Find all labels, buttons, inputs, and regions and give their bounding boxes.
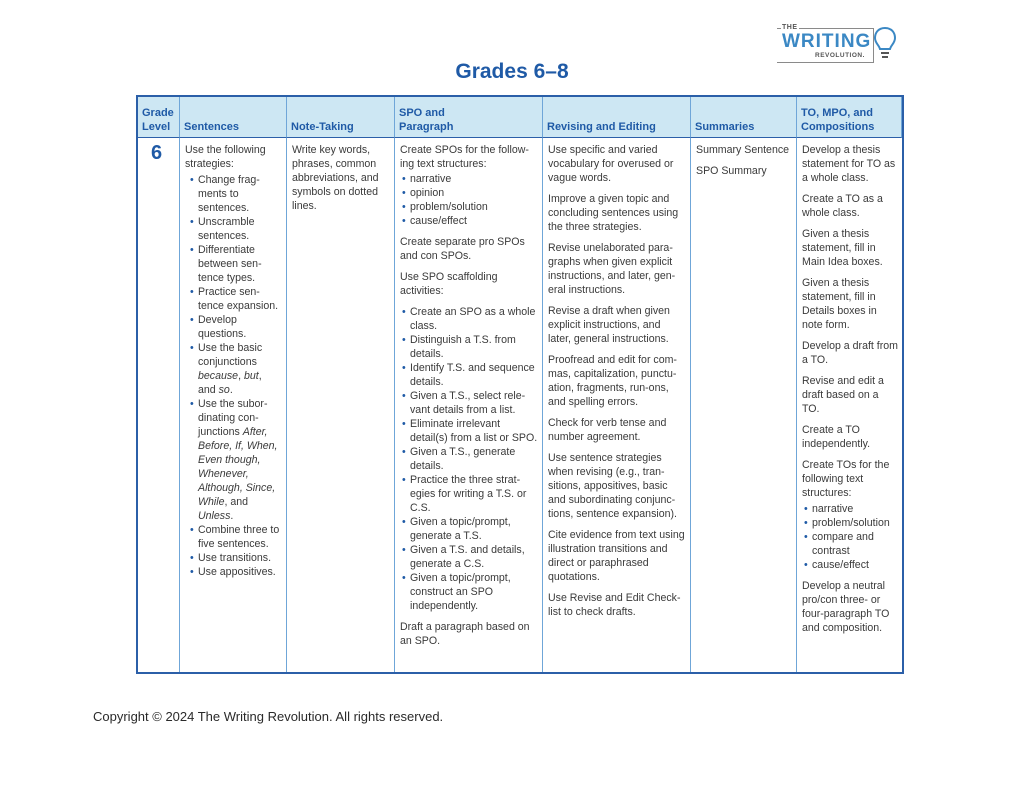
sub-end: . xyxy=(230,510,234,522)
conj-so: so xyxy=(218,384,230,396)
logo-revolution: REVOLUTION. xyxy=(815,52,865,59)
lightbulb-icon xyxy=(873,24,897,62)
revising-item: Use specific and varied vocabulary for overused or vague words. xyxy=(548,144,674,184)
list-item: • compare and contrast xyxy=(802,530,898,558)
list-item: • problem/solution xyxy=(400,200,538,214)
header-grade-line2: Level xyxy=(142,121,171,133)
header-summaries: Summaries xyxy=(691,97,797,138)
list-item: • opinion xyxy=(400,186,538,200)
spo-summary: SPO Summary xyxy=(696,165,767,177)
sub-list: After, Before, If, When, Even though, Whenever, Although, Since, While xyxy=(198,426,278,508)
sub-and: , and xyxy=(224,496,249,508)
spo-intro: Create SPOs for the follow-ing text structures: xyxy=(400,144,529,170)
grade-level-value: 6 xyxy=(138,138,180,672)
list-item: • Identify T.S. and sequence details. xyxy=(400,361,538,389)
header-spo-line2: Paragraph xyxy=(399,121,454,133)
list-item: • Create an SPO as a whole class. xyxy=(400,305,538,333)
list-item: • Combine three to five sentences. xyxy=(188,523,282,551)
logo-writing: WRITING xyxy=(782,31,872,52)
to-item: Develop a draft from a TO. xyxy=(802,340,898,366)
to-item: Given a thesis statement, fill in Main Idea boxes. xyxy=(802,228,883,268)
list-item: • Given a T.S. and details, generate a C.S. xyxy=(400,543,538,571)
note-taking-cell xyxy=(287,138,395,672)
sentences-intro: Use the following strategies: xyxy=(185,144,266,170)
summaries-cell xyxy=(691,138,797,672)
list-item: • problem/solution xyxy=(802,516,898,530)
revising-item: Use sentence strategies when revising (e.g., tran-sitions, appositives, basic and subordinating conjunc-tions, sentence expansion). xyxy=(548,452,677,520)
header-grade-level xyxy=(138,97,180,138)
to-mpo-compositions-cell xyxy=(797,138,902,672)
to-item: Given a thesis statement, fill in Details boxes in note form. xyxy=(802,277,877,331)
conj-because: because xyxy=(198,370,239,382)
to-item: Create a TO independently. xyxy=(802,424,871,450)
list-item-subordinating xyxy=(188,397,282,523)
list-item: • narrative xyxy=(802,502,898,516)
list-item: • Given a T.S., generate details. xyxy=(400,445,538,473)
spo-paragraph-cell xyxy=(395,138,543,672)
conj-sep1: , xyxy=(238,370,244,382)
list-item: • Practice the three strat-egies for writing a T.S. or C.S. xyxy=(400,473,538,515)
to-item: Create a TO as a whole class. xyxy=(802,193,883,219)
header-note-taking: Note-Taking xyxy=(287,97,395,138)
revising-item: Improve a given topic and concluding sentences using the three strategies. xyxy=(548,193,679,233)
logo-the: THE xyxy=(782,24,798,31)
to-item: Develop a thesis statement for TO as a whole class. xyxy=(802,144,896,184)
note-taking-text: Write key words, phrases, common abbreviations, and symbols on dotted lines. xyxy=(292,144,379,212)
conj-but: but xyxy=(243,370,259,382)
spo-structures-list xyxy=(400,172,538,228)
header-spo-paragraph xyxy=(395,97,543,138)
list-item: • cause/effect xyxy=(802,558,898,572)
list-item: • Distinguish a T.S. from details. xyxy=(400,333,538,361)
list-item: • Differentiate between sen-tence types. xyxy=(188,243,282,285)
conj-end: . xyxy=(229,384,233,396)
writing-revolution-logo xyxy=(777,24,899,64)
to-item: Create TOs for the following text structures: xyxy=(802,459,890,499)
list-item: • Change frag-ments to sentences. xyxy=(188,173,282,215)
header-to-mpo-compositions xyxy=(797,97,902,138)
list-item: • cause/effect xyxy=(400,214,538,228)
list-item: • Eliminate irrelevant detail(s) from a list or SPO. xyxy=(400,417,538,445)
header-grade-line1: Grade xyxy=(142,107,174,119)
list-item: • Given a topic/prompt, generate a T.S. xyxy=(400,515,538,543)
header-sentences: Sentences xyxy=(180,97,287,138)
curriculum-table xyxy=(136,95,904,674)
revising-item: Proofread and edit for com-mas, capitalization, punctu-ation, fragments, run-ons, and spelling errors. xyxy=(548,354,677,408)
page-title: Grades 6–8 xyxy=(455,60,569,83)
header-spo-line1: SPO and xyxy=(399,107,445,119)
spo-activities-list xyxy=(400,305,538,613)
revising-item: Revise unelaborated para-graphs when given explicit instructions, and later, gen-eral instructions. xyxy=(548,242,676,296)
copyright-notice: Copyright © 2024 The Writing Revolution. All rights reserved. xyxy=(93,709,444,724)
header-to-line2: Compositions xyxy=(801,121,875,133)
list-item: • Unscramble sentences. xyxy=(188,215,282,243)
list-item: • Use transitions. xyxy=(188,551,282,565)
to-item: Develop a neutral pro/con three- or four-paragraph TO and composition. xyxy=(802,580,890,634)
sentences-list xyxy=(188,173,282,579)
conj-pre: Use the basic conjunctions xyxy=(198,342,263,368)
sentences-cell xyxy=(180,138,287,672)
list-item-conjunctions xyxy=(188,341,282,397)
revising-item: Cite evidence from text using illustration transitions and direct or paraphrased quotations. xyxy=(548,529,685,583)
list-item: • Develop questions. xyxy=(188,313,282,341)
spo-pro-con: Create separate pro SPOs and con SPOs. xyxy=(400,236,525,262)
list-item: • Given a topic/prompt, construct an SPO independently. xyxy=(400,571,538,613)
revising-editing-cell xyxy=(543,138,691,672)
conj-sep2: , and xyxy=(198,370,262,396)
list-item: • Practice sen-tence expansion. xyxy=(188,285,282,313)
list-item: • Use appositives. xyxy=(188,565,282,579)
sub-unless: Unless xyxy=(198,510,231,522)
to-item: Revise and edit a draft based on a TO. xyxy=(802,375,884,415)
revising-item: Use Revise and Edit Check-list to check drafts. xyxy=(548,592,681,618)
revising-item: Revise a draft when given explicit instructions, and later, general instructions. xyxy=(548,305,670,345)
to-structures-list xyxy=(802,502,898,572)
spo-draft: Draft a paragraph based on an SPO. xyxy=(400,621,530,647)
sub-pre: Use the subor-dinating con-junctions xyxy=(198,398,268,438)
header-revising-editing: Revising and Editing xyxy=(543,97,691,138)
revising-item: Check for verb tense and number agreement. xyxy=(548,417,667,443)
summary-sentence: Summary Sentence xyxy=(696,144,790,156)
list-item: • narrative xyxy=(400,172,538,186)
header-to-line1: TO, MPO, and xyxy=(801,107,873,119)
list-item: • Given a T.S., select rele-vant details from a list. xyxy=(400,389,538,417)
spo-scaffolding: Use SPO scaffolding activities: xyxy=(400,271,498,297)
